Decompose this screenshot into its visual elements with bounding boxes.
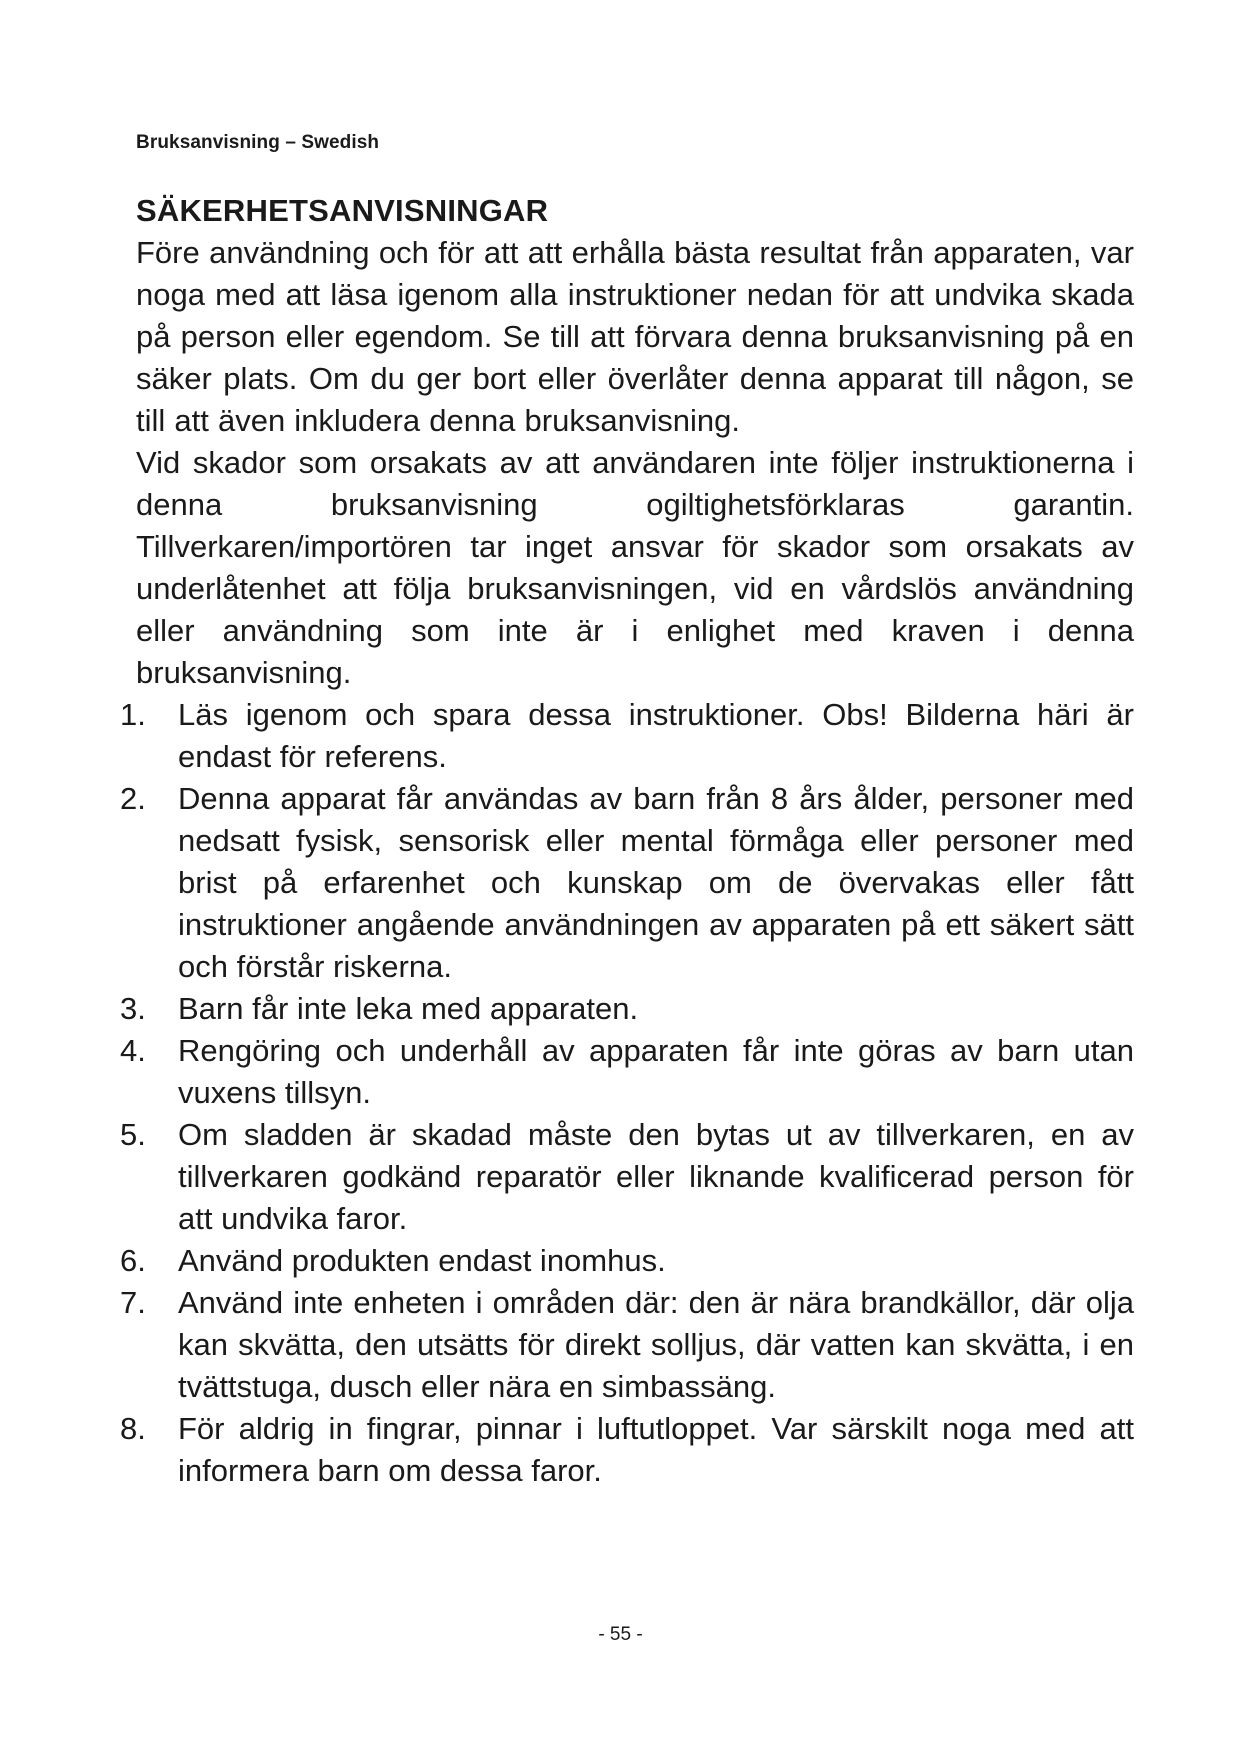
list-item (120, 778, 1134, 988)
list-item (120, 988, 1134, 1030)
list-item (120, 1408, 1134, 1492)
list-item (120, 1114, 1134, 1240)
list-item-text: För aldrig in fingrar, pinnar i luftutloppet. Var särskilt noga med att informera barn om dessa faror. (178, 1411, 1134, 1488)
section-title: SÄKERHETSANVISNINGAR (136, 193, 549, 228)
running-header: Bruksanvisning – Swedish (136, 132, 380, 153)
list-item-number: 2. (120, 781, 146, 816)
list-item (120, 1282, 1134, 1408)
list-item-number: 4. (120, 1033, 146, 1068)
safety-list (120, 694, 1134, 1492)
list-item-text: Om sladden är skadad måste den bytas ut av tillverkaren, en av tillverkaren godkänd reparatör eller liknande kvalificerad person för att undvika faror. (178, 1117, 1134, 1236)
list-item-text: Läs igenom och spara dessa instruktioner. Obs! Bilderna häri är endast för referens. (178, 697, 1134, 774)
list-item-number: 5. (120, 1117, 146, 1152)
intro-paragraph: Före användning och för att att erhålla bästa resultat från apparaten, var noga med att läsa igenom alla instruktioner nedan för att undvika skada på person eller egendom. Se till att förvara denna bruksanvisning på en säker plats. Om du ger bort eller överlåter denna apparat till någon, se till att även inkludera denna bruksanvisning. (136, 235, 1134, 438)
warranty-paragraph: Vid skador som orsakats av att användaren inte följer instruktionerna i denna bruksanvisning ogiltighetsförklaras garantin. Tillverkaren/importören tar inget ansvar för skador som orsakats av underlåtenhet att följa bruksanvisningen, vid en vårdslös användning eller användning som inte är i enlighet med kraven i denna bruksanvisning. (136, 445, 1134, 690)
list-item-number: 7. (120, 1285, 146, 1320)
list-item-text: Barn får inte leka med apparaten. (178, 991, 639, 1026)
list-item-text: Använd inte enheten i områden där: den är nära brandkällor, där olja kan skvätta, den utsätts för direkt solljus, där vatten kan skvätta, i en tvättstuga, dusch eller nära en simbassäng. (178, 1285, 1134, 1404)
list-item-number: 6. (120, 1243, 146, 1278)
list-item-number: 8. (120, 1411, 146, 1446)
page-number: - 55 - (598, 1624, 643, 1645)
list-item-text: Rengöring och underhåll av apparaten får inte göras av barn utan vuxens tillsyn. (178, 1033, 1134, 1110)
list-item-number: 1. (120, 697, 146, 732)
list-item (120, 1240, 1134, 1282)
list-item-text: Använd produkten endast inomhus. (178, 1243, 666, 1278)
list-item (120, 1030, 1134, 1114)
list-item-text: Denna apparat får användas av barn från 8 års ålder, personer med nedsatt fysisk, sensorisk eller mental förmåga eller personer med brist på erfarenhet och kunskap om de övervakas eller fått instruktioner angående användningen av apparaten på ett säkert sätt och förstår riskerna. (178, 781, 1134, 984)
list-item (120, 694, 1134, 778)
list-item-number: 3. (120, 991, 146, 1026)
safety-section (120, 190, 1134, 1492)
